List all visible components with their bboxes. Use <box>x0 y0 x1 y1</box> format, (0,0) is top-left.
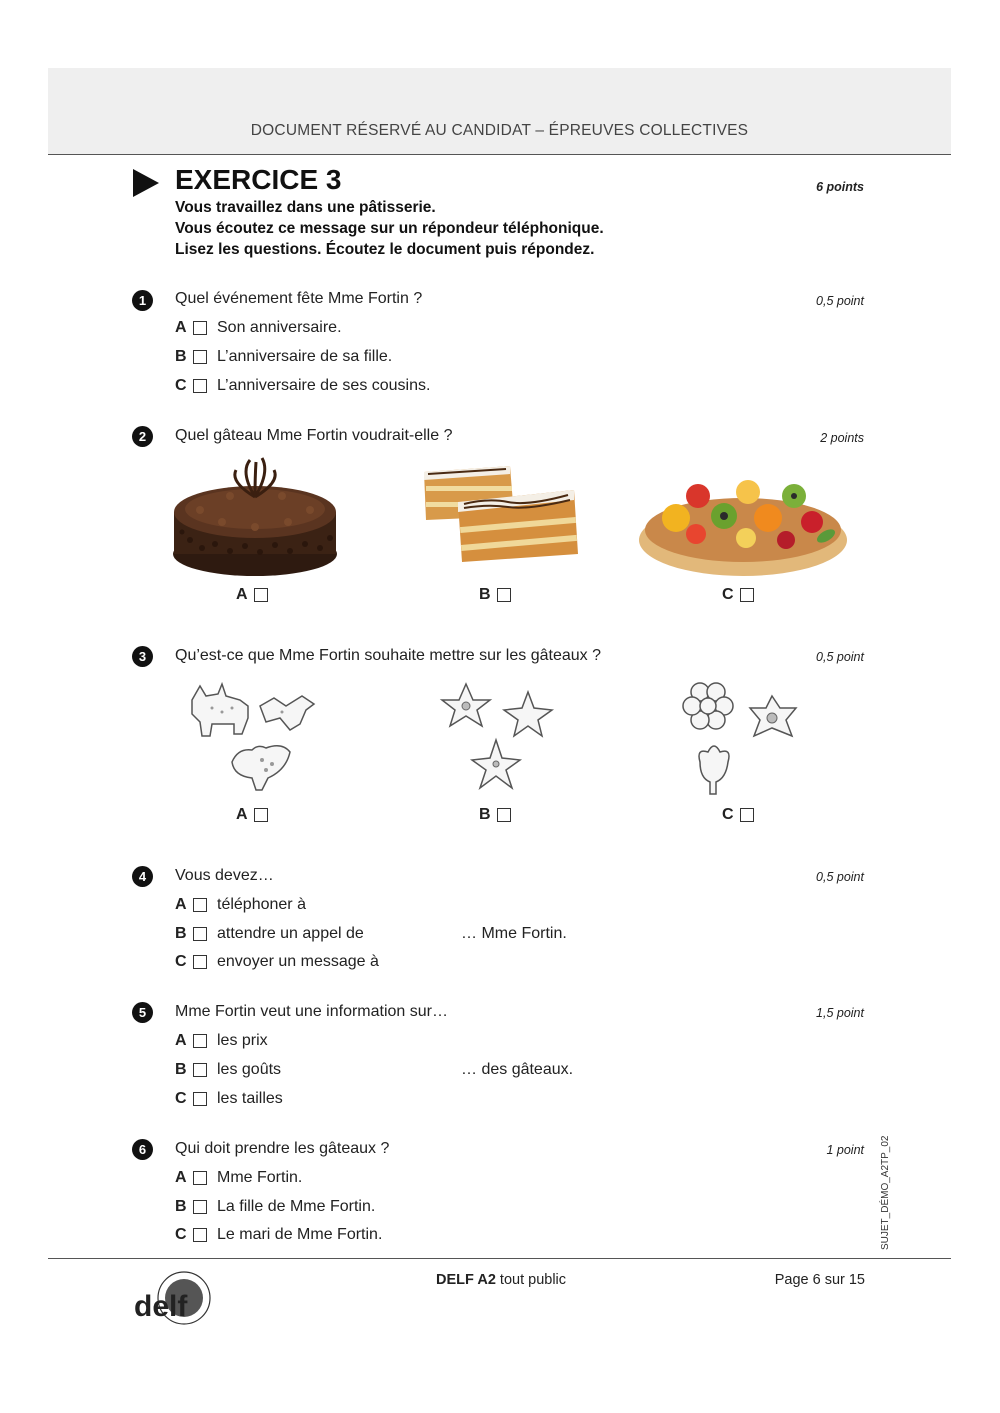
answer-option[interactable]: A les prix <box>175 1032 268 1049</box>
checkbox[interactable] <box>740 588 754 602</box>
image-option-label[interactable]: A <box>236 586 268 604</box>
chocolate-cake-image <box>170 452 340 580</box>
option-suffix: … Mme Fortin. <box>461 925 567 942</box>
answer-option[interactable]: C L’anniversaire de ses cousins. <box>175 377 431 394</box>
image-option-label[interactable]: C <box>722 806 754 824</box>
question-number: 5 <box>132 1002 153 1023</box>
question-text: Mme Fortin veut une information sur… <box>175 1003 448 1020</box>
checkbox[interactable] <box>193 1063 207 1077</box>
answer-option[interactable]: B les goûts <box>175 1061 282 1078</box>
answer-option[interactable]: C Le mari de Mme Fortin. <box>175 1226 383 1243</box>
answer-option[interactable]: B La fille de Mme Fortin. <box>175 1198 376 1215</box>
question-points: 1,5 point <box>816 1006 864 1020</box>
answer-option[interactable]: B L’anniversaire de sa fille. <box>175 348 393 365</box>
delf-logo <box>132 1270 214 1328</box>
answer-option[interactable]: B attendre un appel de <box>175 925 364 942</box>
checkbox[interactable] <box>193 927 207 941</box>
question-text: Vous devez… <box>175 867 274 884</box>
instruction-line: Lisez les questions. Écoutez le document puis répondez. <box>175 241 595 258</box>
question-text: Qu’est-ce que Mme Fortin souhaite mettre sur les gâteaux ? <box>175 647 601 664</box>
image-option-label[interactable]: C <box>722 586 754 604</box>
checkbox[interactable] <box>193 379 207 393</box>
checkbox[interactable] <box>193 1092 207 1106</box>
checkbox[interactable] <box>193 321 207 335</box>
header-title: DOCUMENT RÉSERVÉ AU CANDIDAT – ÉPREUVES COLLECTIVES <box>250 122 749 139</box>
flower-cookies-image <box>676 678 806 802</box>
side-code: SUJET_DÉMO_A2TP_02 <box>880 1135 891 1250</box>
mille-feuille-image <box>418 458 580 570</box>
star-cookies-image <box>432 678 564 802</box>
question-number: 3 <box>132 646 153 667</box>
question-points: 0,5 point <box>816 870 864 884</box>
fruit-tart-image <box>636 456 850 580</box>
exercise-title: EXERCICE 3 <box>175 164 342 195</box>
image-option-label[interactable]: B <box>479 806 511 824</box>
question-points: 0,5 point <box>816 650 864 664</box>
logo-text: delf <box>134 1290 188 1323</box>
page-number: Page 6 sur 15 <box>774 1272 865 1288</box>
header-band <box>48 68 951 155</box>
question-points: 1 point <box>826 1143 864 1157</box>
instruction-line: Vous travaillez dans une pâtisserie. <box>175 199 436 216</box>
checkbox[interactable] <box>193 955 207 969</box>
option-suffix: … des gâteaux. <box>461 1061 574 1078</box>
exercise-points: 6 points <box>816 180 864 194</box>
question-number: 4 <box>132 866 153 887</box>
image-option-label[interactable]: A <box>236 806 268 824</box>
footer-divider <box>48 1258 951 1259</box>
answer-option[interactable]: A téléphoner à <box>175 896 306 913</box>
play-icon <box>133 169 159 197</box>
question-number: 6 <box>132 1139 153 1160</box>
instruction-line: Vous écoutez ce message sur un répondeur téléphonique. <box>175 220 604 237</box>
checkbox[interactable] <box>193 1034 207 1048</box>
footer-exam: DELF A2 tout public <box>436 1272 567 1288</box>
checkbox[interactable] <box>740 808 754 822</box>
answer-option[interactable]: C envoyer un message à <box>175 953 379 970</box>
question-number: 2 <box>132 426 153 447</box>
question-text: Quel gâteau Mme Fortin voudrait-elle ? <box>175 427 453 444</box>
question-points: 0,5 point <box>816 294 864 308</box>
checkbox[interactable] <box>497 808 511 822</box>
answer-option[interactable]: A Mme Fortin. <box>175 1169 303 1186</box>
answer-option[interactable]: A Son anniversaire. <box>175 319 342 336</box>
checkbox[interactable] <box>254 588 268 602</box>
animal-cookies-image <box>182 678 320 802</box>
checkbox[interactable] <box>193 1200 207 1214</box>
image-option-label[interactable]: B <box>479 586 511 604</box>
question-number: 1 <box>132 290 153 311</box>
checkbox[interactable] <box>193 1171 207 1185</box>
question-text: Qui doit prendre les gâteaux ? <box>175 1140 390 1157</box>
checkbox[interactable] <box>254 808 268 822</box>
checkbox[interactable] <box>193 1228 207 1242</box>
answer-option[interactable]: C les tailles <box>175 1090 283 1107</box>
checkbox[interactable] <box>497 588 511 602</box>
checkbox[interactable] <box>193 350 207 364</box>
question-text: Quel événement fête Mme Fortin ? <box>175 290 423 307</box>
checkbox[interactable] <box>193 898 207 912</box>
question-points: 2 points <box>820 431 864 445</box>
